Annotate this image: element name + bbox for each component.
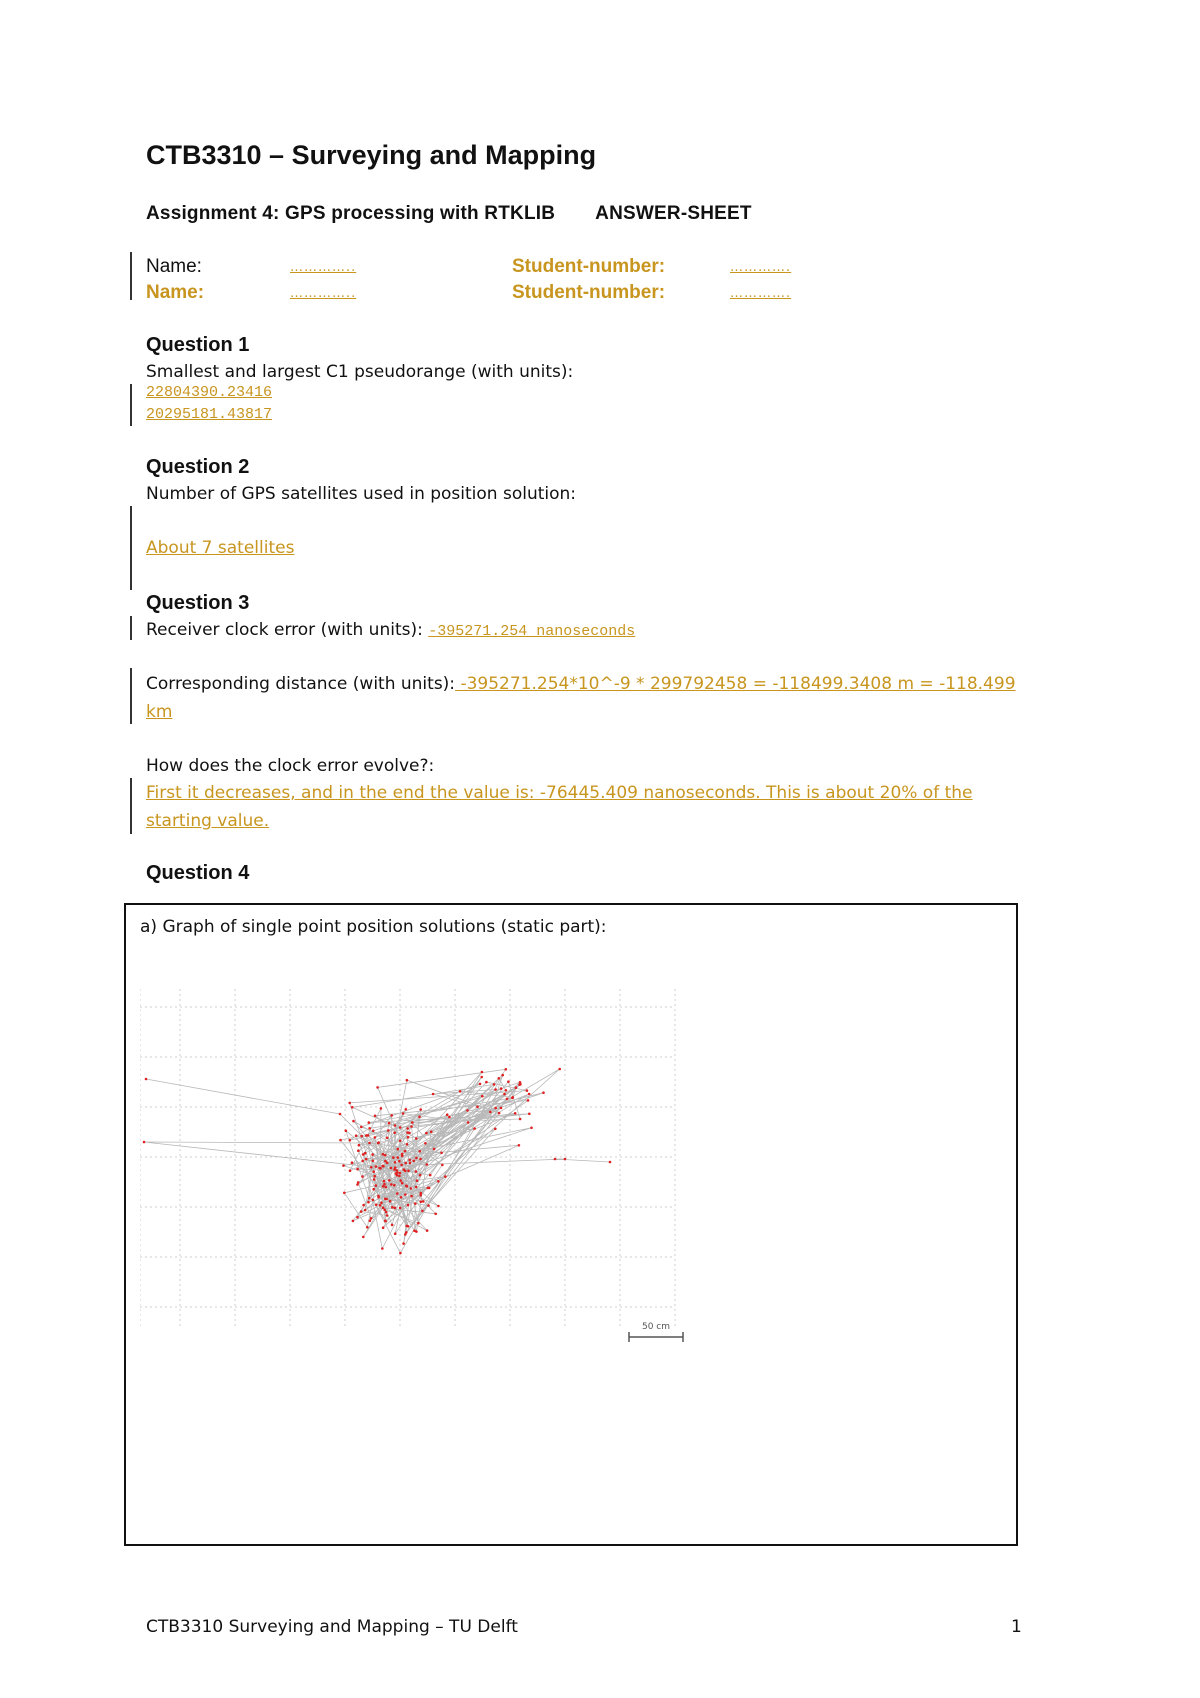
position-point — [143, 1141, 146, 1144]
position-point — [383, 1180, 386, 1183]
position-point — [528, 1113, 531, 1116]
position-point — [388, 1179, 391, 1182]
position-point — [385, 1198, 388, 1201]
position-point — [375, 1204, 378, 1207]
position-point — [419, 1150, 422, 1153]
position-point — [410, 1195, 413, 1198]
position-point — [395, 1169, 398, 1172]
position-point — [427, 1187, 430, 1190]
position-point — [498, 1077, 501, 1080]
position-point — [396, 1156, 399, 1159]
position-point — [372, 1130, 375, 1133]
revision-bar — [130, 616, 132, 640]
position-point — [410, 1125, 413, 1128]
position-point — [388, 1122, 391, 1125]
position-point — [366, 1226, 369, 1229]
position-point — [558, 1068, 561, 1071]
question-4-heading: Question 4 — [146, 862, 250, 884]
position-point — [377, 1196, 380, 1199]
position-point — [370, 1217, 373, 1220]
position-point — [398, 1160, 401, 1163]
position-point — [420, 1192, 423, 1195]
position-point — [473, 1127, 476, 1130]
position-point — [393, 1184, 396, 1187]
position-point — [518, 1083, 521, 1086]
position-point — [404, 1170, 407, 1173]
position-point — [399, 1207, 402, 1210]
position-point — [414, 1202, 417, 1205]
position-point — [396, 1174, 399, 1177]
position-point — [361, 1175, 364, 1178]
position-point — [385, 1186, 388, 1189]
position-point — [362, 1236, 365, 1239]
position-point — [377, 1141, 380, 1144]
position-point — [410, 1187, 413, 1190]
position-point — [375, 1184, 378, 1187]
position-point — [397, 1148, 400, 1151]
position-point — [407, 1170, 410, 1173]
student-2-number-field[interactable]: …………. — [730, 286, 792, 301]
position-point — [369, 1219, 372, 1222]
position-point — [386, 1214, 389, 1217]
position-point — [385, 1211, 388, 1214]
position-point — [437, 1205, 440, 1208]
page-number: 1 — [1011, 1617, 1022, 1637]
position-point — [368, 1142, 371, 1145]
position-point — [372, 1160, 375, 1163]
revision-bar — [130, 252, 132, 300]
position-point — [349, 1169, 352, 1172]
position-point — [393, 1132, 396, 1135]
position-point — [384, 1220, 387, 1223]
position-point — [514, 1112, 517, 1115]
question-4-answer-box — [124, 903, 1018, 1546]
position-point — [357, 1181, 360, 1184]
position-point — [360, 1126, 363, 1129]
position-point — [392, 1156, 395, 1159]
position-point — [373, 1175, 376, 1178]
position-point — [407, 1204, 410, 1207]
question-3-evolve-answer-cont: starting value. — [146, 811, 270, 831]
answer-sheet-label: ANSWER-SHEET — [595, 203, 752, 224]
position-point — [404, 1150, 407, 1153]
position-point — [401, 1182, 404, 1185]
position-point — [429, 1174, 432, 1177]
position-point — [506, 1098, 509, 1101]
student-2-name-field[interactable]: ………….. — [290, 286, 357, 301]
position-point — [390, 1167, 393, 1170]
position-point — [368, 1121, 371, 1124]
position-point — [374, 1136, 377, 1139]
position-point — [505, 1089, 508, 1092]
position-point — [394, 1124, 397, 1127]
position-point — [401, 1153, 404, 1156]
position-point — [356, 1168, 359, 1171]
position-point — [426, 1229, 429, 1232]
position-point — [399, 1140, 402, 1143]
position-point — [406, 1127, 409, 1130]
position-point — [387, 1129, 390, 1132]
position-point — [391, 1224, 394, 1227]
position-point — [407, 1136, 410, 1139]
position-point — [384, 1154, 387, 1157]
position-point — [357, 1149, 360, 1152]
position-point — [372, 1188, 375, 1191]
position-point — [609, 1161, 612, 1164]
position-point — [441, 1164, 444, 1167]
position-point — [356, 1216, 359, 1219]
position-point — [415, 1186, 418, 1189]
position-point — [519, 1118, 522, 1121]
position-point — [386, 1137, 389, 1140]
position-point — [361, 1160, 364, 1163]
position-point — [406, 1143, 409, 1146]
position-point — [383, 1208, 386, 1211]
position-point — [394, 1166, 397, 1169]
position-point — [444, 1175, 447, 1178]
position-point — [494, 1107, 497, 1110]
question-2-heading: Question 2 — [146, 456, 250, 478]
position-point — [381, 1247, 384, 1250]
question-3-distance-prompt: Corresponding distance (with units): — [146, 674, 456, 694]
position-point — [360, 1210, 363, 1213]
position-point — [494, 1128, 497, 1131]
position-point — [405, 1108, 408, 1111]
position-point — [394, 1232, 397, 1235]
position-point — [505, 1068, 508, 1071]
position-point — [399, 1172, 402, 1175]
position-point — [528, 1093, 531, 1096]
position-point — [339, 1113, 342, 1116]
position-point — [446, 1113, 449, 1116]
position-point — [481, 1071, 484, 1074]
position-point — [564, 1158, 567, 1161]
revision-bar — [130, 506, 132, 590]
position-point — [530, 1127, 533, 1130]
position-point — [372, 1199, 375, 1202]
position-point — [362, 1153, 365, 1156]
position-point — [411, 1121, 414, 1124]
question-1-answer-min: 22804390.23416 — [146, 384, 273, 401]
question-2-answer: About 7 satellites — [146, 538, 295, 558]
position-point — [383, 1183, 386, 1186]
document-title: CTB3310 – Surveying and Mapping — [146, 140, 597, 170]
position-points — [143, 1068, 612, 1255]
position-point — [424, 1142, 427, 1145]
position-point — [398, 1175, 401, 1178]
position-point — [412, 1160, 415, 1163]
position-point — [367, 1201, 370, 1204]
position-point — [406, 1131, 409, 1134]
student-1-name-field[interactable]: ………….. — [290, 260, 357, 275]
position-point — [394, 1161, 397, 1164]
position-point — [362, 1204, 365, 1207]
position-point — [372, 1170, 375, 1173]
revision-bar — [130, 384, 132, 426]
question-3-evolve-prompt: How does the clock error evolve?: — [146, 756, 435, 776]
scale-bar-label: 50 cm — [641, 1322, 671, 1332]
position-point — [373, 1178, 376, 1181]
position-point — [380, 1202, 383, 1205]
question-3-heading: Question 3 — [146, 592, 250, 614]
position-point — [419, 1158, 422, 1161]
position-point — [355, 1134, 358, 1137]
position-point — [494, 1088, 497, 1091]
position-point — [407, 1225, 410, 1228]
position-point — [342, 1164, 345, 1167]
question-3-distance-answer-cont: km — [146, 702, 173, 722]
position-point — [415, 1157, 418, 1160]
position-point — [467, 1121, 470, 1124]
position-point — [379, 1204, 382, 1207]
position-point — [512, 1096, 515, 1099]
position-point — [448, 1116, 451, 1119]
page-footer: CTB3310 Surveying and Mapping – TU Delft — [146, 1617, 518, 1637]
question-3-evolve-answer: First it decreases, and in the end the value is: -76445.409 nanoseconds. This is about 20% of the — [146, 783, 973, 803]
position-track — [144, 1069, 610, 1253]
position-point — [360, 1135, 363, 1138]
position-point — [425, 1132, 428, 1135]
position-point — [409, 1162, 412, 1165]
position-point — [380, 1107, 383, 1110]
position-point — [381, 1165, 384, 1168]
position-point — [501, 1074, 504, 1077]
question-2-prompt: Number of GPS satellites used in position solution: — [146, 484, 577, 504]
position-point — [348, 1102, 351, 1105]
position-point — [432, 1093, 435, 1096]
position-point — [389, 1200, 392, 1203]
question-3-clock-answer: -395271.254 nanoseconds — [428, 623, 636, 640]
position-point — [485, 1081, 488, 1084]
position-point — [415, 1137, 418, 1140]
position-point — [351, 1161, 354, 1164]
position-point — [145, 1078, 148, 1081]
position-point — [343, 1192, 346, 1195]
position-point — [481, 1095, 484, 1098]
position-point — [542, 1091, 545, 1094]
position-point — [422, 1200, 425, 1203]
position-point — [402, 1112, 405, 1115]
position-point — [399, 1126, 402, 1129]
position-point — [554, 1158, 557, 1161]
position-point — [406, 1185, 409, 1188]
position-point — [527, 1099, 530, 1102]
position-point — [371, 1153, 374, 1156]
position-point — [339, 1139, 342, 1142]
position-point — [374, 1115, 377, 1118]
position-point — [408, 1159, 411, 1162]
position-point — [390, 1114, 393, 1117]
position-point — [526, 1089, 529, 1092]
position-point — [352, 1120, 355, 1123]
student-1-number-label: Student-number: — [512, 256, 666, 277]
position-point — [498, 1112, 501, 1115]
position-point — [399, 1179, 402, 1182]
position-point — [376, 1086, 379, 1089]
position-point — [418, 1116, 421, 1119]
position-point — [421, 1210, 424, 1213]
position-point — [518, 1144, 521, 1147]
revision-bar — [130, 778, 132, 834]
question-3-distance-line — [146, 674, 1076, 694]
position-point — [368, 1127, 371, 1130]
question-3-distance-answer: -395271.254*10^-9 * 299792458 = -118499.3408 m = -118.499 — [455, 674, 1016, 694]
position-point — [433, 1148, 436, 1151]
position-point — [404, 1162, 407, 1165]
assignment-subtitle — [146, 203, 752, 225]
position-point — [466, 1109, 469, 1112]
position-point — [351, 1106, 354, 1109]
position-point — [394, 1207, 397, 1210]
position-point — [434, 1213, 437, 1216]
position-point — [404, 1193, 407, 1196]
position-point — [500, 1087, 503, 1090]
position-point — [358, 1144, 361, 1147]
position-point — [400, 1196, 403, 1199]
position-point — [415, 1170, 418, 1173]
position-point — [378, 1167, 381, 1170]
position-point — [507, 1080, 510, 1083]
position-point — [384, 1160, 387, 1163]
revision-bar — [130, 668, 132, 724]
position-point — [500, 1107, 503, 1110]
position-point — [365, 1158, 368, 1161]
position-point — [459, 1090, 462, 1093]
position-point — [365, 1134, 368, 1137]
position-point — [437, 1180, 440, 1183]
position-point — [396, 1192, 399, 1195]
student-2-name-label: Name: — [146, 282, 205, 303]
position-point — [493, 1083, 496, 1086]
position-point — [413, 1229, 416, 1232]
position-point — [405, 1231, 408, 1234]
student-2-number-label: Student-number: — [512, 282, 666, 303]
position-point — [368, 1197, 371, 1200]
position-point — [427, 1204, 430, 1207]
question-3-clock-line — [146, 620, 635, 640]
position-point — [440, 1152, 443, 1155]
position-point — [406, 1079, 409, 1082]
question-4-caption: a) Graph of single point position solutions (static part): — [140, 917, 607, 937]
position-point — [419, 1108, 422, 1111]
position-point — [416, 1179, 419, 1182]
position-point — [519, 1081, 522, 1084]
position-point — [382, 1226, 385, 1229]
question-1-answer-max: 20295181.43817 — [146, 406, 273, 423]
position-point — [402, 1242, 405, 1245]
position-point — [476, 1106, 479, 1109]
position-point — [382, 1206, 385, 1209]
question-1-heading: Question 1 — [146, 334, 250, 356]
position-point — [479, 1083, 482, 1086]
position-point — [489, 1111, 492, 1114]
student-1-number-field[interactable]: …………. — [730, 260, 792, 275]
position-point — [426, 1163, 429, 1166]
position-point — [352, 1220, 355, 1223]
assignment-title: Assignment 4: GPS processing with RTKLIB — [146, 203, 556, 224]
position-point — [375, 1165, 378, 1168]
position-point — [430, 1130, 433, 1133]
position-point — [417, 1222, 420, 1225]
position-point — [345, 1129, 348, 1132]
position-scatter-plot — [140, 989, 750, 1389]
position-point — [349, 1139, 352, 1142]
position-point — [399, 1252, 402, 1255]
position-point — [370, 1166, 373, 1169]
position-point — [391, 1206, 394, 1209]
question-3-clock-prompt: Receiver clock error (with units): — [146, 620, 423, 640]
student-1-name-label: Name: — [146, 256, 202, 277]
position-point — [419, 1174, 422, 1177]
position-point — [515, 1086, 518, 1089]
position-point — [400, 1164, 403, 1167]
position-point — [390, 1183, 393, 1186]
position-point — [420, 1200, 423, 1203]
position-point — [480, 1076, 483, 1079]
position-point — [364, 1209, 367, 1212]
position-point — [503, 1093, 506, 1096]
question-1-prompt: Smallest and largest C1 pseudorange (with units): — [146, 362, 574, 382]
